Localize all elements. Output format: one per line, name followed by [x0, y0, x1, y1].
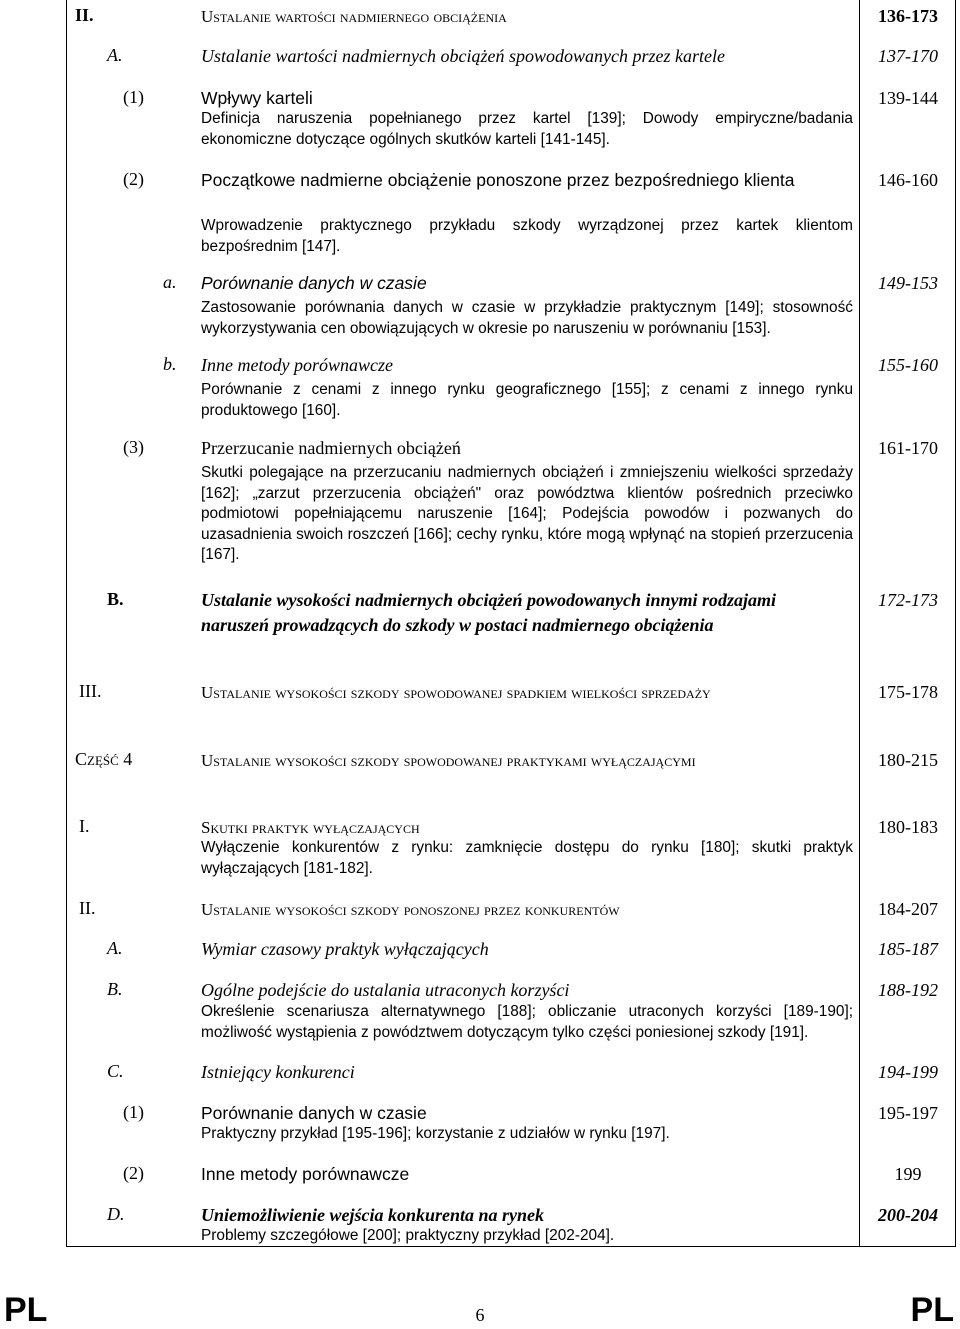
toc-row-title[interactable]: Uniemożliwienie wejścia konkurenta na rynek: [201, 1205, 545, 1225]
toc-row-pages: 184-207: [878, 899, 938, 919]
toc-row-title[interactable]: Ustalanie wysokości nadmiernych obciążeń powodowanych innymi rodzajami naruszeń prowadzących do szkody w postaci nadmiernego obciążenia: [201, 590, 777, 635]
toc-row-description: Definicja naruszenia popełnianego przez kartel [139]; Dowody empiryczne/badania ekonomiczne dotyczące ogólnych skutków karteli [141-145].: [201, 110, 853, 148]
toc-row-label: b.: [163, 354, 177, 374]
toc-row-pages: 172-173: [878, 590, 938, 610]
toc-row-pages: 194-199: [878, 1062, 938, 1082]
toc-row-label: A.: [107, 938, 123, 958]
toc-row-title[interactable]: Porównanie danych w czasie: [201, 1103, 427, 1123]
toc-row-pages: 155-160: [878, 355, 938, 375]
toc-row-pages: 139-144: [878, 88, 938, 108]
toc-row-title[interactable]: Początkowe nadmierne obciążenie ponoszone przez bezpośredniego klienta: [201, 170, 795, 190]
toc-row-title[interactable]: Skutki praktyk wyłączających: [201, 818, 420, 837]
toc-row-pages: 185-187: [878, 939, 938, 959]
toc-row-description: Problemy szczegółowe [200]; praktyczny przykład [202-204].: [201, 1227, 615, 1244]
toc-row-description: Praktyczny przykład [195-196]; korzystanie z udziałów w rynku [197].: [201, 1125, 670, 1142]
footer-language-right: PL: [910, 1291, 954, 1329]
toc-row-title[interactable]: Inne metody porównawcze: [201, 355, 393, 375]
toc-row-description: Zastosowanie porównania danych w czasie w przykładzie praktycznym [149]; stosowność wykorzystywania cen obowiązujących w okresie po naruszeniu w porównaniu [153].: [201, 299, 853, 337]
toc-row-label: B.: [107, 589, 124, 609]
toc-row-title[interactable]: Przerzucanie nadmiernych obciążeń: [201, 438, 461, 458]
toc-row-label: B.: [107, 979, 123, 999]
toc-row-title[interactable]: Ustalanie wartości nadmiernego obciążenia: [201, 7, 507, 26]
toc-row-title[interactable]: Ustalanie wysokości szkody spowodowanej spadkiem wielkości sprzedaży: [201, 683, 711, 702]
toc-row-title[interactable]: Ustalanie wysokości szkody spowodowanej praktykami wyłączającymi: [201, 751, 696, 770]
toc-row-label: (2): [123, 169, 144, 189]
toc-row-label: II.: [79, 898, 96, 918]
toc-row-pages: 175-178: [878, 682, 938, 702]
toc-row-label: Część 4: [75, 749, 133, 769]
table-of-contents: [66, 0, 956, 1247]
toc-row-description: Wprowadzenie praktycznego przykładu szkody wyrządzonej przez kartek klientom bezpośrednim [147].: [201, 217, 853, 255]
toc-row-pages: 180-215: [878, 750, 938, 770]
page-number: 6: [475, 1305, 485, 1325]
toc-row-label: C.: [107, 1061, 124, 1081]
toc-row-title[interactable]: Porównanie danych w czasie: [201, 273, 427, 293]
toc-row-pages: 199: [894, 1164, 922, 1184]
toc-row-pages: 188-192: [878, 980, 938, 1000]
toc-row-pages: 161-170: [878, 438, 938, 458]
toc-row-pages: 195-197: [878, 1103, 938, 1123]
toc-row-label: (2): [123, 1163, 144, 1183]
toc-row-title[interactable]: Ustalanie wartości nadmiernych obciążeń spowodowanych przez kartele: [201, 46, 725, 66]
toc-row-label: I.: [79, 816, 90, 836]
toc-row-label: II.: [75, 5, 94, 25]
toc-row-pages: 136-173: [878, 6, 938, 26]
toc-row-label: (1): [123, 1102, 144, 1122]
toc-row-label: D.: [107, 1204, 125, 1224]
toc-row-label: A.: [107, 45, 123, 65]
toc-row-pages: 180-183: [878, 817, 938, 837]
toc-row-title[interactable]: Wymiar czasowy praktyk wyłączających: [201, 939, 489, 959]
toc-row-description: Porównanie z cenami z innego rynku geograficznego [155]; z cenami z innego rynku produktowego [160].: [201, 381, 853, 419]
toc-row-pages: 137-170: [878, 46, 938, 66]
toc-row-pages: 146-160: [878, 170, 938, 190]
toc-row-title[interactable]: Ogólne podejście do ustalania utraconych korzyści: [201, 980, 570, 1000]
toc-row-label: (3): [123, 437, 144, 457]
toc-row-label: III.: [79, 681, 102, 701]
footer-language-left: PL: [4, 1291, 48, 1329]
page-footer: [0, 1286, 960, 1329]
toc-row-description: Skutki polegające na przerzucaniu nadmiernych obciążeń i zmniejszeniu wielkości sprzedaży [162]; „zarzut przerzucenia obciążeń" oraz powództwa klientów pośrednich przeciwko podmiotowi popełniającemu naruszenie [164]; Podejścia powodów i pozwanych do uzasadnienia swoich roszczeń [166]; cechy rynku, które mogą wpłynąć na stopień przerzucenia [167].: [201, 464, 853, 563]
toc-row-label: a.: [163, 272, 177, 292]
toc-row-title[interactable]: Ustalanie wysokości szkody ponoszonej przez konkurentów: [201, 900, 620, 919]
toc-row-title[interactable]: Wpływy karteli: [201, 88, 313, 108]
toc-row-description: Określenie scenariusza alternatywnego [188]; obliczanie utraconych korzyści [189-190]; możliwość wystąpienia z powództwem dotyczącym tylko części poniesionej szkody [191].: [201, 1003, 853, 1041]
toc-row-label: (1): [123, 87, 144, 107]
toc-row-pages: 200-204: [878, 1205, 938, 1225]
toc-row-title[interactable]: Istniejący konkurenci: [201, 1062, 355, 1082]
toc-row-title[interactable]: Inne metody porównawcze: [201, 1164, 410, 1184]
toc-row-pages: 149-153: [878, 273, 938, 293]
toc-row-description: Wyłączenie konkurentów z rynku: zamknięcie dostępu do rynku [180]; skutki praktyk wyłączających [181-182].: [201, 839, 853, 877]
